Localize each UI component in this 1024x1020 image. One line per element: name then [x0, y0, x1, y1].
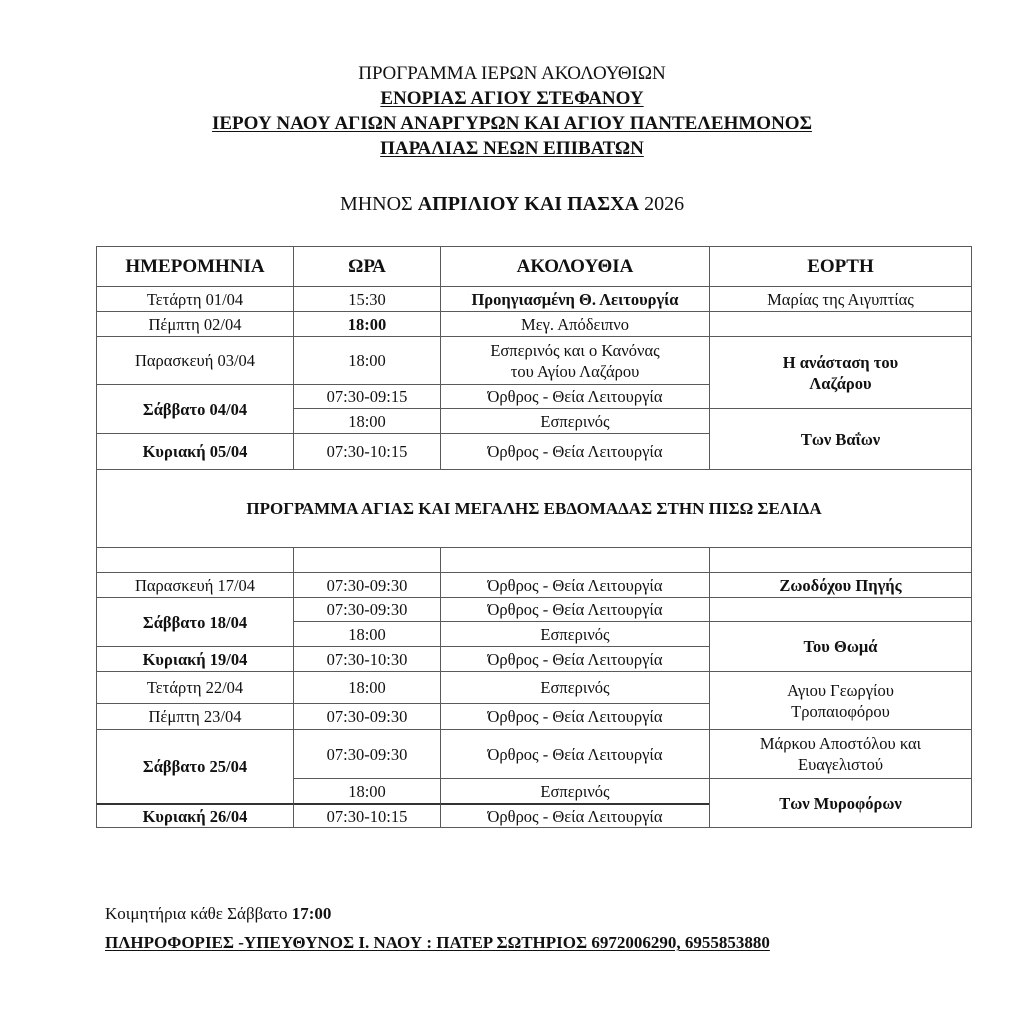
date-cell: Σάββατο 04/04 — [96, 384, 294, 434]
service-cell: Όρθρος - Θεία Λειτουργία — [440, 729, 710, 779]
cemetery-text: Κοιμητήρια κάθε Σάββατο — [105, 904, 288, 923]
empty-cell — [709, 597, 972, 622]
service-cell: Εσπερινός και ο Κανόνας του Αγίου Λαζάρου — [440, 336, 710, 385]
service-cell: Προηγιασμένη Θ. Λειτουργία — [440, 286, 710, 312]
date-cell: Κυριακή 05/04 — [96, 433, 294, 470]
column-header-feast: ΕΟΡΤΗ — [709, 246, 972, 287]
service-cell: Όρθρος - Θεία Λειτουργία — [440, 433, 710, 470]
title-line-4: ΠΑΡΑΛΙΑΣ ΝΕΩΝ ΕΠΙΒΑΤΩΝ — [380, 138, 644, 159]
time-cell: 07:30-09:30 — [293, 729, 441, 779]
date-cell: Τετάρτη 22/04 — [96, 671, 294, 704]
time-cell: 18:00 — [293, 408, 441, 434]
title-line-1: ΠΡΟΓΡΑΜΜΑ ΙΕΡΩΝ ΑΚΟΛΟΥΘΙΩΝ — [358, 63, 666, 84]
feast-cell: Η ανάσταση του Λαζάρου — [709, 336, 972, 409]
column-header-date: ΗΜΕΡΟΜΗΝΙΑ — [96, 246, 294, 287]
time-cell: 18:00 — [293, 311, 441, 337]
time-cell: 15:30 — [293, 286, 441, 312]
time-cell: 07:30-10:15 — [293, 803, 441, 828]
date-cell: Κυριακή 19/04 — [96, 646, 294, 672]
date-cell: Κυριακή 26/04 — [96, 803, 294, 828]
title-line-3: ΙΕΡΟΥ ΝΑΟΥ ΑΓΙΩΝ ΑΝΑΡΓΥΡΩΝ ΚΑΙ ΑΓΙΟΥ ΠΑΝΤΕΛΕΗΜΟΝΟΣ — [211, 113, 813, 134]
date-cell: Σάββατο 18/04 — [96, 597, 294, 647]
feast-cell: Μαρίας της Αιγυπτίας — [709, 286, 972, 312]
date-cell: Πέμπτη 02/04 — [96, 311, 294, 337]
date-cell: Τετάρτη 01/04 — [96, 286, 294, 312]
time-cell: 18:00 — [293, 778, 441, 804]
service-cell: Όρθρος - Θεία Λειτουργία — [440, 646, 710, 672]
service-cell: Εσπερινός — [440, 778, 710, 804]
service-cell: Όρθρος - Θεία Λειτουργία — [440, 572, 710, 598]
cemetery-note — [105, 904, 331, 924]
feast-cell: Του Θωμά — [709, 621, 972, 672]
time-cell: 07:30-09:30 — [293, 572, 441, 598]
service-cell: Εσπερινός — [440, 408, 710, 434]
empty-cell — [709, 311, 972, 337]
title-line-2: ΕΝΟΡΙΑΣ ΑΓΙΟΥ ΣΤΕΦΑΝΟΥ — [380, 88, 644, 109]
time-cell: 18:00 — [293, 336, 441, 385]
date-cell: Σάββατο 25/04 — [96, 729, 294, 804]
time-cell: 07:30-10:15 — [293, 433, 441, 470]
service-cell: Όρθρος - Θεία Λειτουργία — [440, 703, 710, 730]
date-cell: Παρασκευή 03/04 — [96, 336, 294, 385]
empty-cell — [293, 547, 441, 573]
time-cell: 07:30-09:15 — [293, 384, 441, 409]
service-cell: Εσπερινός — [440, 621, 710, 647]
time-cell: 07:30-10:30 — [293, 646, 441, 672]
year: 2026 — [644, 193, 685, 215]
feast-cell: Ζωοδόχου Πηγής — [709, 572, 972, 598]
holy-week-notice: ΠΡΟΓΡΑΜΜΑ ΑΓΙΑΣ ΚΑΙ ΜΕΓΑΛΗΣ ΕΒΔΟΜΑΔΑΣ ΣΤΗΝ ΠΙΣΩ ΣΕΛΙΔΑ — [96, 469, 972, 548]
date-cell: Πέμπτη 23/04 — [96, 703, 294, 730]
month-prefix: ΜΗΝΟΣ — [339, 193, 413, 215]
empty-cell — [96, 547, 294, 573]
feast-cell: Μάρκου Αποστόλου και Ευαγελιστού — [709, 729, 972, 779]
empty-cell — [709, 547, 972, 573]
service-cell: Όρθρος - Θεία Λειτουργία — [440, 803, 710, 828]
service-cell: Εσπερινός — [440, 671, 710, 704]
feast-cell: Των Βαΐων — [709, 408, 972, 470]
date-cell: Παρασκευή 17/04 — [96, 572, 294, 598]
service-cell: Όρθρος - Θεία Λειτουργία — [440, 597, 710, 622]
feast-cell: Των Μυροφόρων — [709, 778, 972, 828]
column-header-time: ΩΡΑ — [293, 246, 441, 287]
service-cell: Όρθρος - Θεία Λειτουργία — [440, 384, 710, 409]
time-cell: 18:00 — [293, 671, 441, 704]
time-cell: 18:00 — [293, 621, 441, 647]
contact-info: ΠΛΗΡΟΦΟΡΙΕΣ -ΥΠΕΥΘΥΝΟΣ Ι. ΝΑΟΥ : ΠΑΤΕΡ ΣΩΤΗΡΙΟΣ 6972006290, 6955853880 — [105, 933, 770, 952]
column-header-service: ΑΚΟΛΟΥΘΙΑ — [440, 246, 710, 287]
cemetery-time: 17:00 — [291, 904, 332, 923]
month-name: ΑΠΡΙΛΙΟΥ ΚΑΙ ΠΑΣΧΑ — [417, 193, 640, 215]
time-cell: 07:30-09:30 — [293, 597, 441, 622]
feast-cell: Αγιου Γεωργίου Τροπαιοφόρου — [709, 671, 972, 730]
service-cell: Μεγ. Απόδειπνο — [440, 311, 710, 337]
time-cell: 07:30-09:30 — [293, 703, 441, 730]
empty-cell — [440, 547, 710, 573]
